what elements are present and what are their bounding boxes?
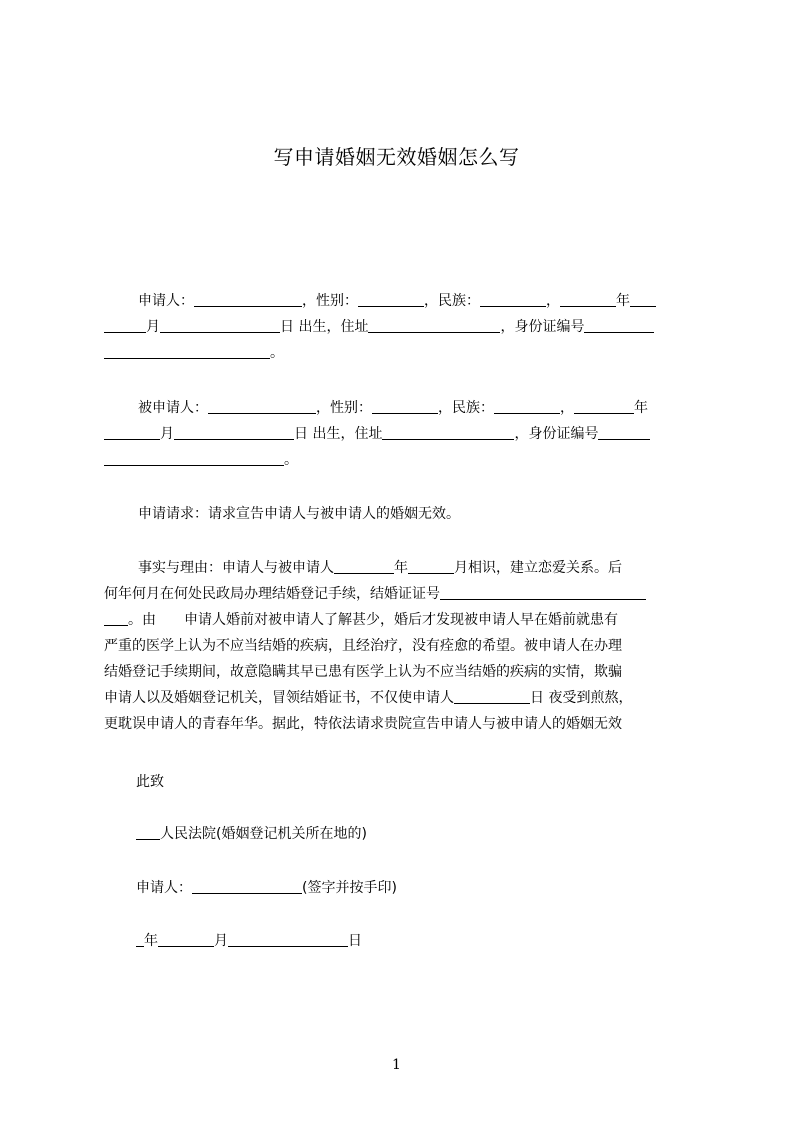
date-day-label: 日: [348, 933, 362, 949]
request-text: 申请请求：请求宣告申请人与被申请人的婚姻无效。: [138, 506, 460, 522]
page-number: 1: [392, 1057, 401, 1073]
document-title: 写申请婚姻无效婚姻怎么写: [273, 145, 520, 169]
separator: ，: [560, 400, 574, 416]
ethnicity-label: ，民族：: [424, 293, 480, 309]
respondent-line-3: [104, 447, 700, 473]
year-label: 年: [634, 400, 648, 416]
facts-reason-lead: 。由: [128, 612, 156, 628]
court-line: [136, 821, 367, 847]
ethnicity-label: ，民族：: [438, 400, 494, 416]
period: 。: [284, 452, 298, 468]
birth-year-blank: [574, 397, 634, 414]
facts-reason-text: 申请人婚前对被申请人了解甚少，婚后才发现被申请人早在婚前就患有: [184, 612, 618, 628]
facts-meet-text: 月相识，建立恋爱关系。后: [454, 560, 622, 576]
facts-deceit-text: 申请人以及婚姻登记机关，冒领结婚证书，不仅使申请人: [104, 690, 454, 706]
year-label: 年: [616, 293, 630, 309]
signer-note: (签字并按手印): [302, 880, 397, 896]
meet-year-blank: [334, 557, 394, 574]
respondent-line-1: [104, 395, 700, 421]
applicant-paragraph: [104, 288, 700, 366]
year-label: 年: [394, 560, 408, 576]
id-blank-a: [598, 423, 650, 440]
respondent-name-blank: [208, 397, 316, 414]
request-paragraph: [104, 501, 700, 527]
date-day-blank: [228, 930, 348, 947]
gender-label: ，性别：: [316, 400, 372, 416]
respondent-paragraph: [104, 395, 700, 473]
certificate-number-blank-a: [440, 583, 646, 600]
date-line: [136, 928, 362, 954]
certificate-number-blank-b: [104, 609, 128, 626]
month-label: 月: [160, 426, 174, 442]
applicant-line-3: [104, 340, 700, 366]
facts-line-7: 更耽误申请人的青春年华。据此，特依法请求贵院宣告申请人与被申请人的婚姻无效: [104, 716, 622, 732]
id-label: ，身份证编号: [500, 319, 585, 335]
facts-registration-text: 何年何月在何处民政局办理结婚登记手续，结婚证证号: [104, 586, 440, 602]
birth-year-blank: [560, 290, 616, 307]
meet-month-blank: [408, 557, 454, 574]
facts-paragraph: [104, 555, 700, 737]
facts-line-3: [104, 607, 700, 633]
facts-line-4: 严重的医学上认为不应当结婚的疾病，且经治疗，没有痊愈的希望。被申请人在办理: [104, 638, 622, 654]
birth-month-blank: [104, 423, 160, 440]
signer-label: 申请人：: [136, 880, 192, 896]
birth-month-blank-a: [630, 290, 656, 307]
id-blank-a: [584, 316, 654, 333]
id-label: ，身份证编号: [514, 426, 599, 442]
facts-line-2: [104, 581, 700, 607]
facts-line-1: [104, 555, 700, 581]
applicant-line-1: [104, 288, 700, 314]
day-blank: [454, 687, 530, 704]
respondent-label: 被申请人：: [138, 400, 208, 416]
facts-line-5: 结婚登记手续期间，故意隐瞒其早已患有医学上认为不应当结婚的疾病的实情，欺骗: [104, 664, 622, 680]
signature-line: [136, 875, 397, 901]
ethnicity-blank: [494, 397, 560, 414]
respondent-line-2: [104, 421, 700, 447]
id-blank-b: [104, 449, 284, 466]
applicant-line-2: [104, 314, 700, 340]
facts-suffering-text: 日 夜受到煎熬，: [530, 690, 633, 706]
date-year-blank: [136, 930, 144, 947]
birth-address-label: 日 出生，住址: [280, 319, 369, 335]
facts-lead: 事实与理由：申请人与被申请人: [138, 560, 334, 576]
signature-blank: [192, 877, 302, 894]
date-year-label: 年: [144, 933, 158, 949]
gender-blank: [372, 397, 438, 414]
birth-month-blank-b: [104, 316, 146, 333]
ethnicity-blank: [480, 290, 546, 307]
applicant-name-blank: [194, 290, 302, 307]
court-name-blank: [136, 823, 160, 840]
court-text: 人民法院(婚姻登记机关所在地的): [160, 826, 367, 842]
birth-day-blank: [160, 316, 280, 333]
id-blank-b: [104, 342, 270, 359]
date-month-label: 月: [214, 933, 228, 949]
gender-blank: [358, 290, 424, 307]
separator: ，: [546, 293, 560, 309]
month-label: 月: [146, 319, 160, 335]
address-blank: [382, 423, 514, 440]
birth-address-label: 日 出生，住址: [294, 426, 383, 442]
date-month-blank: [158, 930, 214, 947]
birth-day-blank: [174, 423, 294, 440]
applicant-label: 申请人：: [138, 293, 194, 309]
salutation: 此致: [136, 774, 164, 790]
facts-line-6: [104, 685, 700, 711]
period: 。: [270, 345, 284, 361]
address-blank: [368, 316, 500, 333]
gender-label: ，性别：: [302, 293, 358, 309]
